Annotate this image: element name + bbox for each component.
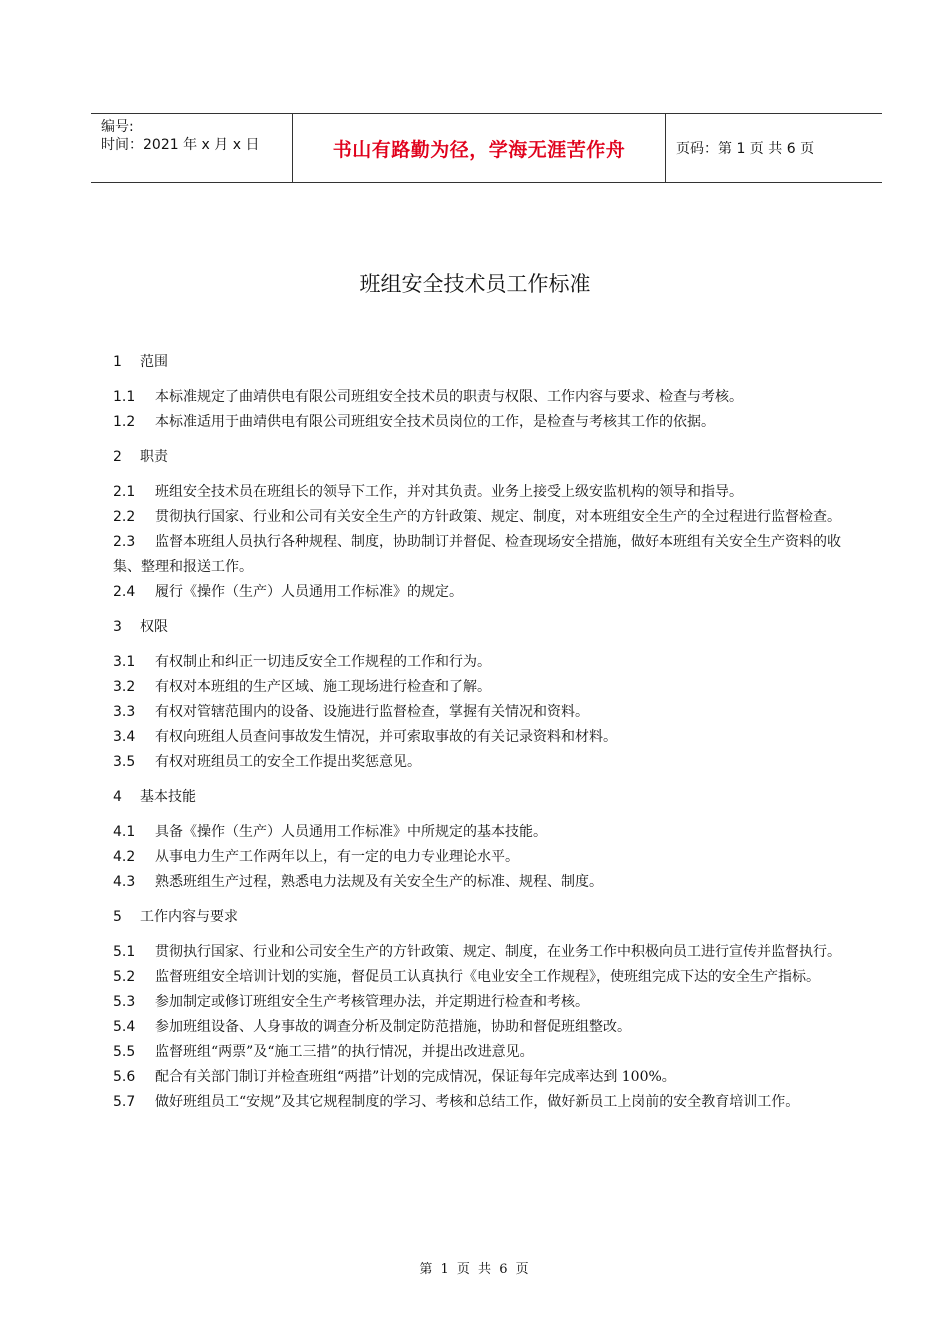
- section-heading: [113, 905, 863, 930]
- clause-number: 4.3: [113, 874, 136, 890]
- clause: [113, 990, 863, 1015]
- clause: [113, 580, 863, 605]
- section-heading: [113, 445, 863, 470]
- clause-number: 2.4: [113, 584, 136, 600]
- clause-number: 1.1: [113, 389, 136, 405]
- clause-text: 具备《操作（生产）人员通用工作标准》中所规定的基本技能。: [155, 824, 547, 840]
- clause-number: 5.7: [113, 1094, 136, 1110]
- clause-text: 参加班组设备、人身事故的调查分析及制定防范措施，协助和督促班组整改。: [155, 1019, 631, 1035]
- clause-text: 有权对班组员工的安全工作提出奖惩意见。: [155, 754, 421, 770]
- clause-number: 3.4: [113, 729, 136, 745]
- clause-number: 5.2: [113, 969, 136, 985]
- clause-number: 3.2: [113, 679, 136, 695]
- clause: [113, 385, 863, 410]
- clause: [113, 1090, 863, 1115]
- clause: [113, 505, 863, 530]
- clause: [113, 1015, 863, 1040]
- clause: [113, 870, 863, 895]
- clause-text: 做好班组员工“安规”及其它规程制度的学习、考核和总结工作，做好新员工上岗前的安全教育培训工作。: [155, 1094, 800, 1110]
- section-title: 范围: [140, 354, 168, 370]
- clause-text: 监督班组“两票”及“施工三措”的执行情况，并提出改进意见。: [155, 1044, 534, 1060]
- clause-text: 贯彻执行国家、行业和公司有关安全生产的方针政策、规定、制度，对本班组安全生产的全过程进行监督检查。: [155, 509, 841, 525]
- time-label: 时间：2021 年 x 月 x 日: [101, 137, 260, 153]
- clause-text: 从事电力生产工作两年以上，有一定的电力专业理论水平。: [155, 849, 519, 865]
- clause-number: 5.5: [113, 1044, 136, 1060]
- clause: [113, 410, 863, 435]
- clause-number: 3.3: [113, 704, 136, 720]
- section-number: 2: [113, 449, 122, 465]
- clause-number: 3.1: [113, 654, 136, 670]
- clause-text: 监督本班组人员执行各种规程、制度，协助制订并督促、检查现场安全措施，做好本班组有关安全生产资料的收集、整理和报送工作。: [113, 534, 841, 575]
- section-title: 工作内容与要求: [140, 909, 238, 925]
- clause-number: 4.1: [113, 824, 136, 840]
- section-title: 权限: [140, 619, 168, 635]
- header-meta-cell: [91, 114, 293, 182]
- section-title: 基本技能: [140, 789, 196, 805]
- header-motto-cell: [293, 114, 666, 182]
- clause-text: 履行《操作（生产）人员通用工作标准》的规定。: [155, 584, 463, 600]
- page-info: 页码：第 1 页 共 6 页: [676, 141, 815, 157]
- section-number: 4: [113, 789, 122, 805]
- clause: [113, 845, 863, 870]
- section-heading: [113, 785, 863, 810]
- section-heading: [113, 350, 863, 375]
- number-label: 编号:: [101, 119, 134, 135]
- clause-text: 有权对管辖范围内的设备、设施进行监督检查，掌握有关情况和资料。: [155, 704, 589, 720]
- clause-text: 配合有关部门制订并检查班组“两措”计划的完成情况，保证每年完成率达到 100%。: [155, 1069, 676, 1085]
- clause: [113, 700, 863, 725]
- clause-number: 3.5: [113, 754, 136, 770]
- clause: [113, 530, 863, 580]
- clause: [113, 940, 863, 965]
- section-number: 5: [113, 909, 122, 925]
- clause: [113, 480, 863, 505]
- page-footer: 第 1 页 共 6 页: [419, 1262, 531, 1277]
- clause-number: 2.3: [113, 534, 136, 550]
- document-title: 班组安全技术员工作标准: [359, 272, 591, 296]
- section-number: 3: [113, 619, 122, 635]
- clause-text: 监督班组安全培训计划的实施，督促员工认真执行《电业安全工作规程》，使班组完成下达的安全生产指标。: [155, 969, 820, 985]
- clause-text: 本标准规定了曲靖供电有限公司班组安全技术员的职责与权限、工作内容与要求、检查与考核。: [155, 389, 743, 405]
- clause-text: 贯彻执行国家、行业和公司安全生产的方针政策、规定、制度，在业务工作中积极向员工进行宣传并监督执行。: [155, 944, 841, 960]
- clause-number: 1.2: [113, 414, 136, 430]
- clause: [113, 675, 863, 700]
- clause-number: 2.1: [113, 484, 136, 500]
- clause-number: 5.1: [113, 944, 136, 960]
- clause: [113, 1065, 863, 1090]
- clause: [113, 725, 863, 750]
- section-number: 1: [113, 354, 122, 370]
- header-page-cell: [666, 114, 882, 182]
- clause-number: 2.2: [113, 509, 136, 525]
- section-title: 职责: [140, 449, 168, 465]
- clause-text: 有权对本班组的生产区域、施工现场进行检查和了解。: [155, 679, 491, 695]
- clause-number: 5.3: [113, 994, 136, 1010]
- clause-text: 本标准适用于曲靖供电有限公司班组安全技术员岗位的工作，是检查与考核其工作的依据。: [155, 414, 715, 430]
- clause: [113, 820, 863, 845]
- clause-number: 5.4: [113, 1019, 136, 1035]
- clause: [113, 650, 863, 675]
- clause: [113, 965, 863, 990]
- document-body: [113, 350, 863, 1125]
- clause-text: 参加制定或修订班组安全生产考核管理办法，并定期进行检查和考核。: [155, 994, 589, 1010]
- motto-text: 书山有路勤为径，学海无涯苦作舟: [332, 138, 626, 161]
- clause-number: 5.6: [113, 1069, 136, 1085]
- clause: [113, 1040, 863, 1065]
- clause-text: 熟悉班组生产过程，熟悉电力法规及有关安全生产的标准、规程、制度。: [155, 874, 603, 890]
- section-heading: [113, 615, 863, 640]
- clause-text: 班组安全技术员在班组长的领导下工作，并对其负责。业务上接受上级安监机构的领导和指导。: [155, 484, 743, 500]
- document-header: [91, 113, 882, 183]
- clause-text: 有权制止和纠正一切违反安全工作规程的工作和行为。: [155, 654, 491, 670]
- clause-text: 有权向班组人员查问事故发生情况，并可索取事故的有关记录资料和材料。: [155, 729, 617, 745]
- clause: [113, 750, 863, 775]
- clause-number: 4.2: [113, 849, 136, 865]
